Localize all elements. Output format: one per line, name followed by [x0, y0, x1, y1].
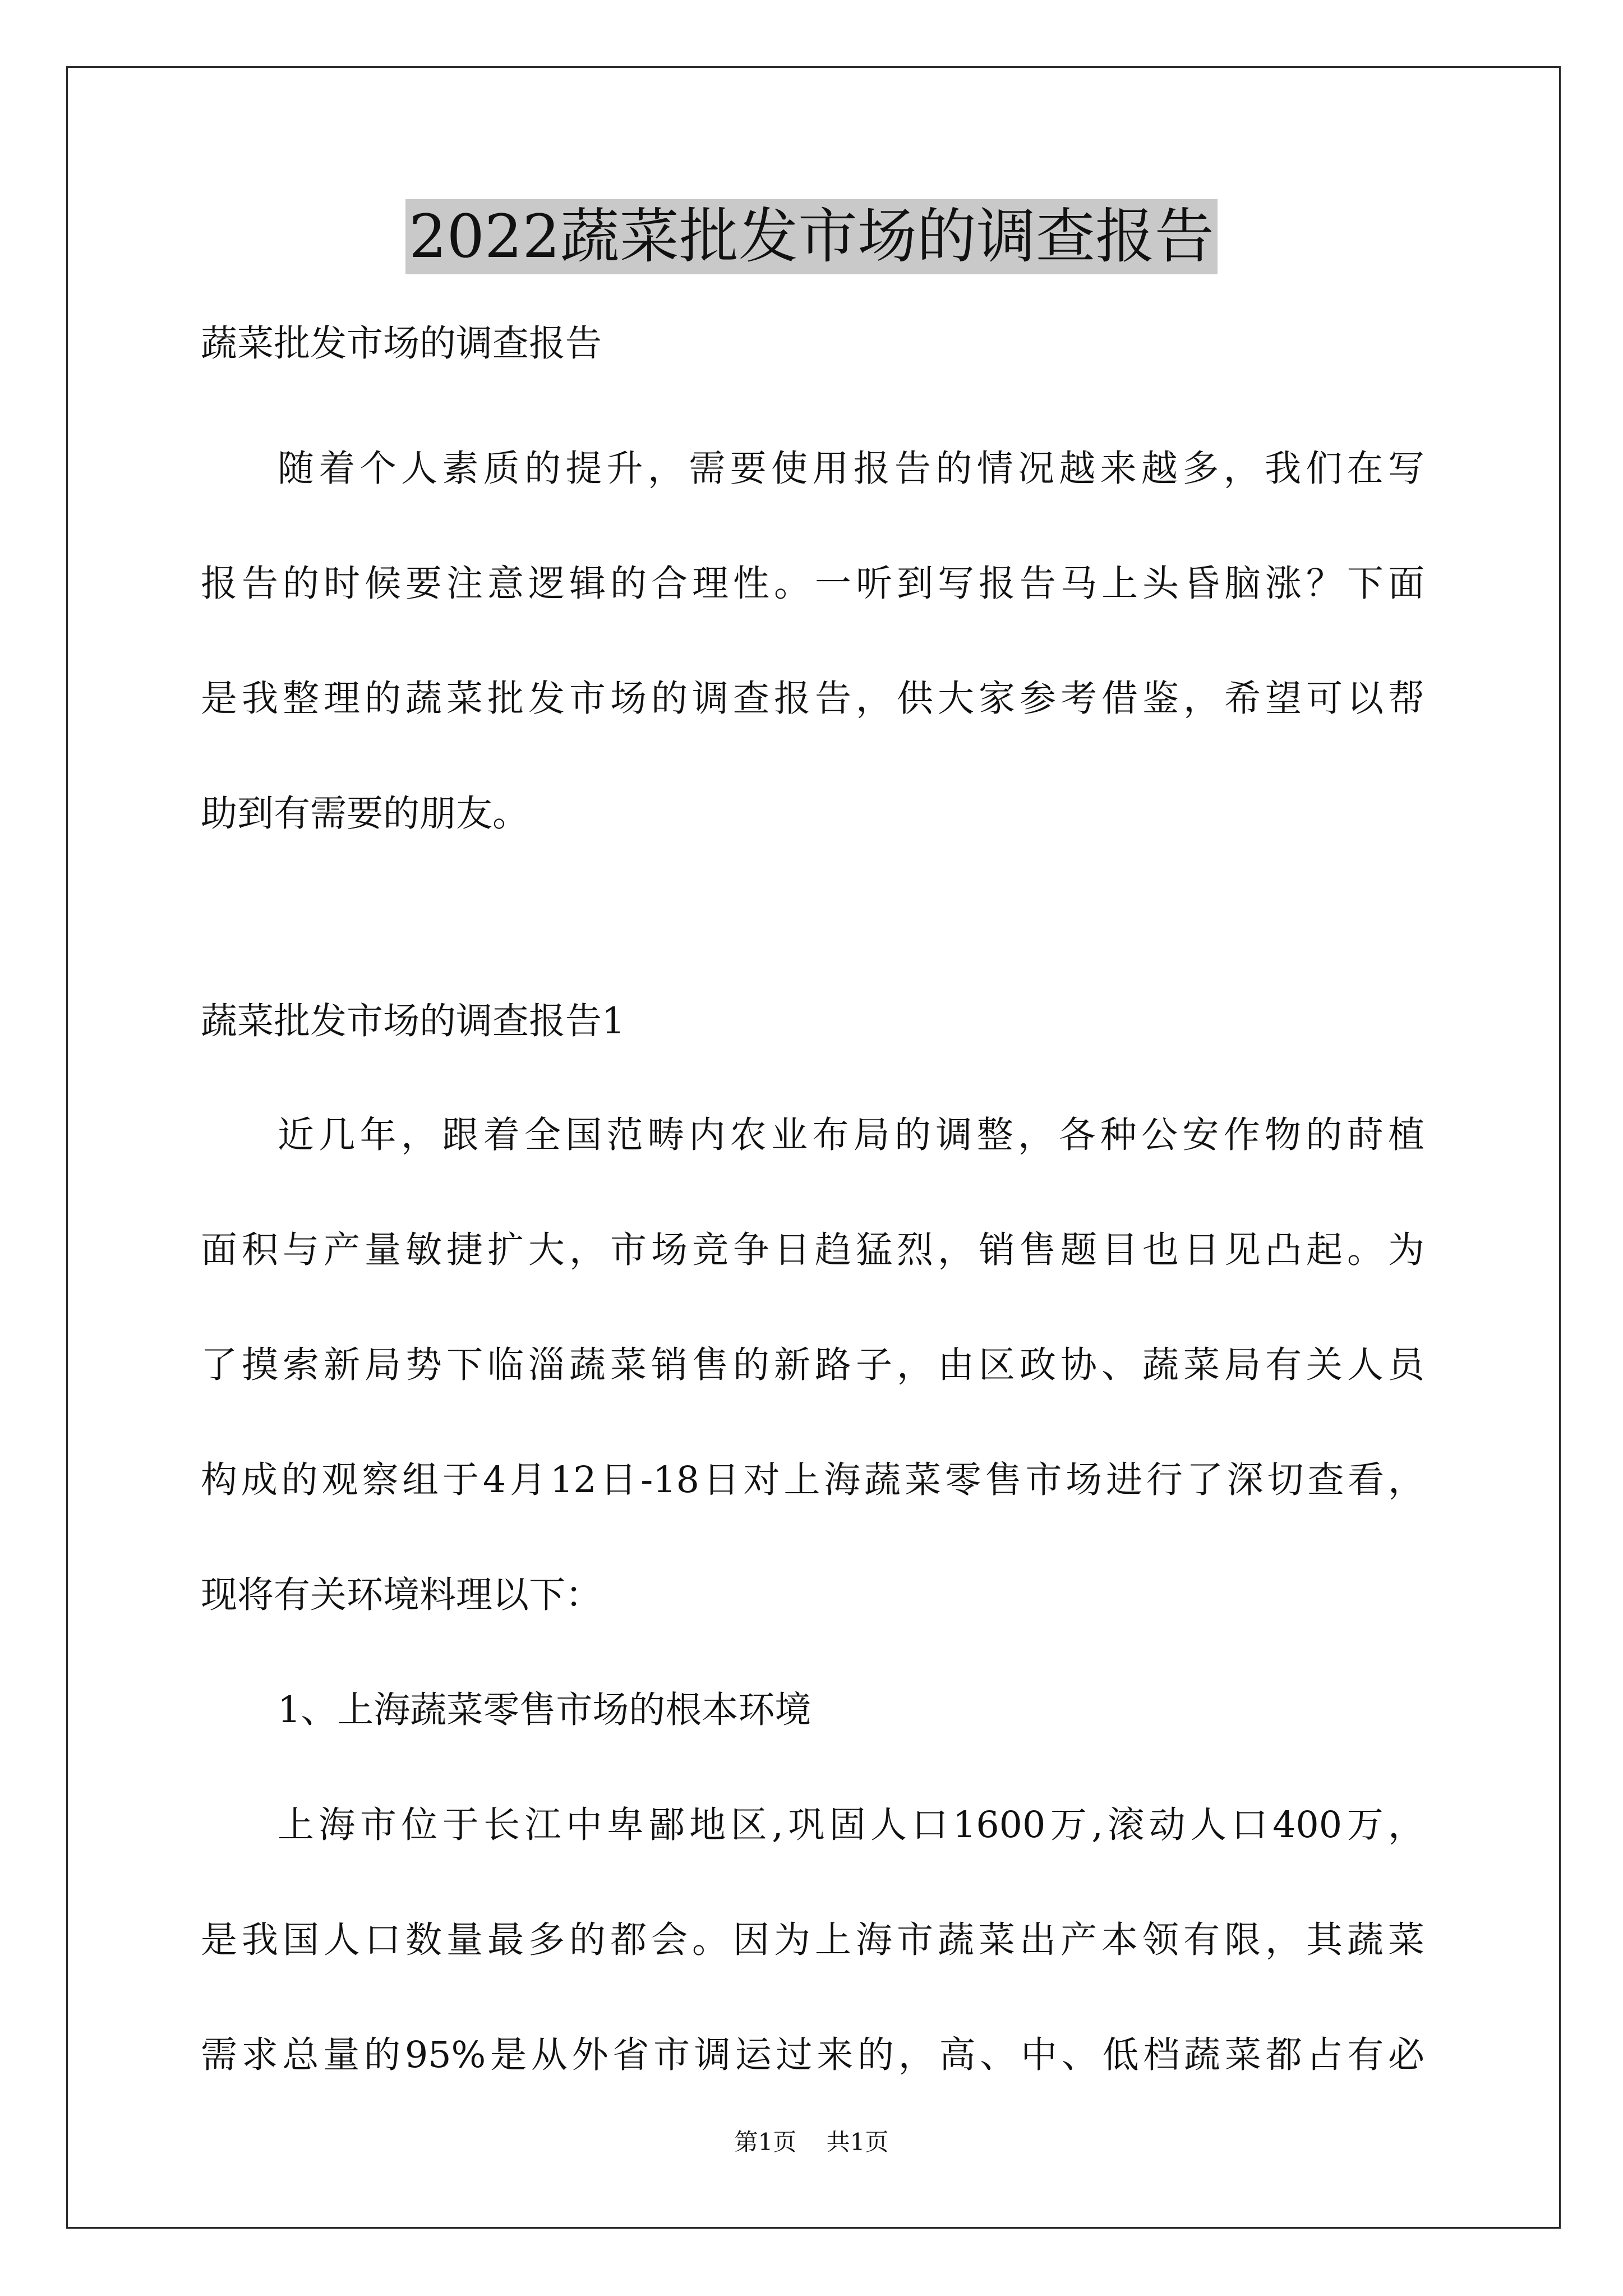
body-line-6: 上海市位于长江中卑鄙地区,巩固人口1600万,滚动人口400万，	[278, 1804, 1424, 1846]
document-title	[0, 199, 1623, 274]
body-line-4: 构成的观察组于4月12日-18日对上海蔬菜零售市场进行了深切查看，	[201, 1459, 1424, 1501]
body-line-5: 现将有关环境料理以下：	[201, 1574, 602, 1616]
intro-line-2: 报告的时候要注意逻辑的合理性。一听到写报告马上头昏脑涨？下面	[201, 563, 1424, 605]
intro-line-3: 是我整理的蔬菜批发市场的调查报告，供大家参考借鉴，希望可以帮	[201, 678, 1424, 720]
intro-line-1: 随着个人素质的提升，需要使用报告的情况越来越多，我们在写	[278, 448, 1424, 490]
title-highlight: 2022蔬菜批发市场的调查报告	[405, 199, 1218, 274]
body-line-1: 近几年，跟着全国范畴内农业布局的调整，各种公安作物的莳植	[278, 1114, 1424, 1156]
section-heading: 蔬菜批发市场的调查报告1	[201, 1000, 625, 1042]
body-line-2: 面积与产量敏捷扩大，市场竞争日趋猛烈，销售题目也日见凸起。为	[201, 1229, 1424, 1271]
page-number-footer: 第1页 共1页	[734, 2128, 889, 2156]
body-line-3: 了摸索新局势下临淄蔬菜销售的新路子，由区政协、蔬菜局有关人员	[201, 1344, 1424, 1386]
subsection-heading: 1、上海蔬菜零售市场的根本环境	[278, 1689, 811, 1731]
body-line-7: 是我国人口数量最多的都会。因为上海市蔬菜出产本领有限，其蔬菜	[201, 1919, 1424, 1961]
body-line-8: 需求总量的95%是从外省市调运过来的，高、中、低档蔬菜都占有必	[201, 2034, 1424, 2076]
intro-line-4: 助到有需要的朋友。	[201, 793, 529, 835]
document-subtitle: 蔬菜批发市场的调查报告	[201, 323, 602, 365]
